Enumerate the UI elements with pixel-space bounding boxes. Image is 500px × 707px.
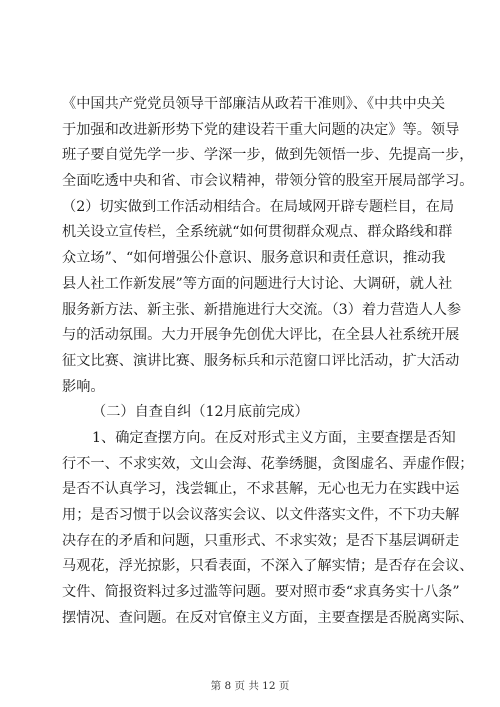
body-line: 《中国共产党党员领导干部廉洁从政若干准则》、《中共中央关 [62, 96, 446, 112]
body-line: 于加强和改进新形势下党的建设若干重大问题的决定》等。领导 [62, 121, 460, 138]
body-line: 机关设立宣传栏，全系统就“如何贯彻群众观点、群众路线和群 [62, 224, 453, 241]
document-body [62, 92, 474, 631]
body-line: 1、确定查摆方向。在反对形式主义方面，主要查摆是否知 [92, 429, 456, 446]
body-line: 众立场”、“如何增强公仆意识、服务意识和责任意识，推动我 [62, 250, 446, 267]
body-line: （二）自查自纠（12月底前完成） [92, 404, 309, 421]
body-line: 与的活动氛围。大力开展争先创优大评比，在全县人社系统开展 [62, 327, 460, 344]
body-line: 摆情况、查问题。在反对官僚主义方面，主要查摆是否脱离实际、 [62, 609, 474, 626]
body-line: 班子要自觉先学一步、学深一步，做到先领悟一步、先提高一步， [62, 147, 474, 164]
body-line: 决存在的矛盾和问题，只重形式、不求实效；是否下基层调研走 [62, 532, 460, 549]
body-line: 影响。 [62, 378, 105, 395]
body-line: 用；是否习惯于以会议落实会议、以文件落实文件，不下功夫解 [62, 507, 460, 523]
page-footer: 第 8 页 共 12 页 [210, 680, 290, 692]
body-line: 马观花，浮光掠影，只看表面，不深入了解实情；是否存在会议、 [62, 558, 474, 575]
body-line: 县人社工作新发展”等方面的问题进行大讨论、大调研，就人社 [62, 275, 453, 292]
body-line: 文件、简报资料过多过滥等问题。要对照市委“求真务实十八条” [62, 584, 460, 601]
body-line: 行不一、不求实效，文山会海、花拳绣腿，贪图虚名、弄虚作假； [62, 455, 474, 472]
body-line: 服务新方法、新主张、新措施进行大交流。（3）着力营造人人参 [62, 301, 462, 318]
body-line: （2）切实做到工作活动相结合。在局域网开辟专题栏目，在局 [62, 198, 455, 215]
body-line: 征文比赛、演讲比赛、服务标兵和示范窗口评比活动，扩大活动 [62, 352, 460, 369]
body-line: 全面吃透中央和省、市会议精神，带领分管的股室开展局部学习。 [62, 173, 474, 190]
body-line: 是否不认真学习，浅尝辄止，不求甚解，无心也无力在实践中运 [62, 481, 460, 498]
